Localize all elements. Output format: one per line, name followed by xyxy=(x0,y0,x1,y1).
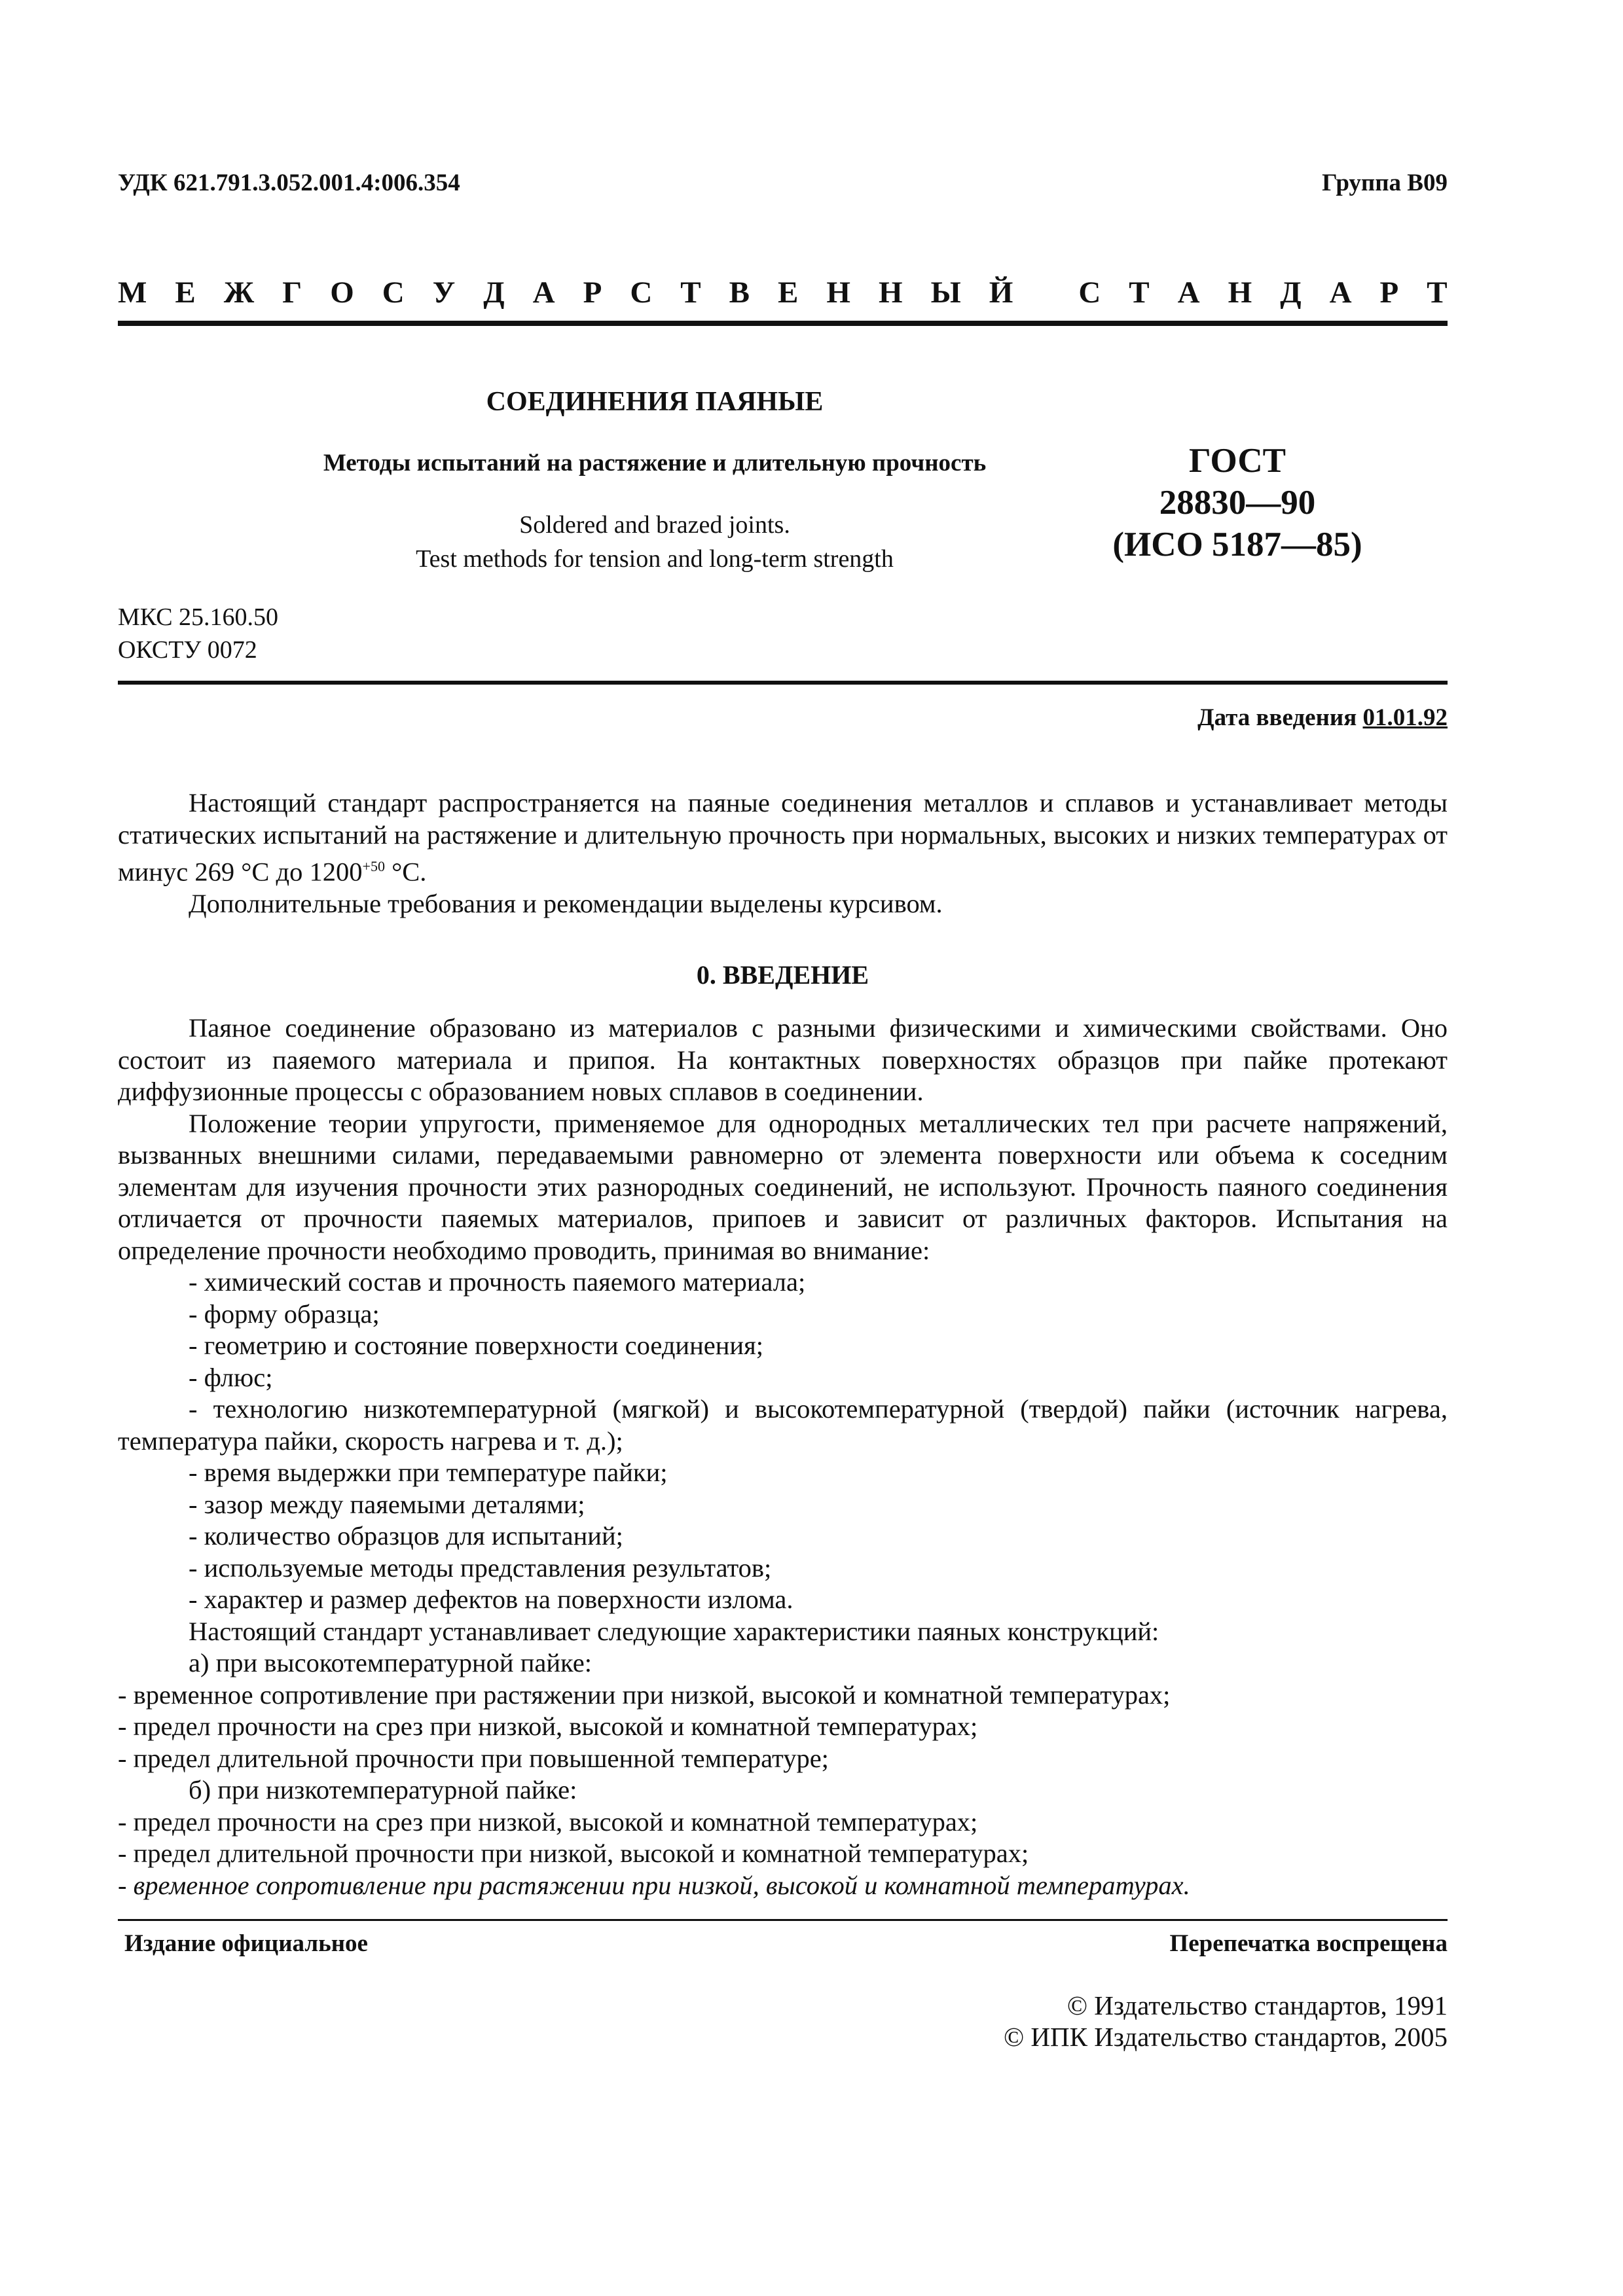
introduction-date xyxy=(1197,704,1448,732)
official-edition-label: Издание официальное xyxy=(124,1930,368,1957)
banner-letter: Р xyxy=(1379,276,1399,310)
list-item: - количество образцов для испытаний; xyxy=(189,1521,623,1551)
list-item: - технологию низкотемпературной (мягкой) и высокотемпературной (твердой) пайки (источник нагрева, температура пайки, скорость нагрева и т. д.); xyxy=(118,1394,1448,1456)
english-title-line: Soldered and brazed joints. xyxy=(519,511,790,539)
footer-rule xyxy=(118,1919,1448,1921)
document-subtitle: Методы испытаний на растяжение и длительную прочность xyxy=(323,450,987,476)
banner-letter: Й xyxy=(989,276,1013,310)
copyright-line: © ИПК Издательство стандартов, 2005 xyxy=(1003,2022,1448,2052)
banner-letter: В xyxy=(729,276,750,310)
list-item: - предел прочности на срез при низкой, высокой и комнатной температурах; xyxy=(118,1806,978,1837)
gost-designation xyxy=(1034,440,1440,565)
list-heading: а) при высокотемпературной пайке: xyxy=(189,1648,592,1677)
classifiers xyxy=(118,601,278,666)
list-item: - геометрию и состояние поверхности соединения; xyxy=(189,1331,763,1360)
list-item: - зазор между паяемыми деталями; xyxy=(189,1489,585,1519)
scope-paragraph: Дополнительные требования и рекомендации выделены курсивом. xyxy=(189,889,943,918)
paragraph: Паяное соединение образовано из материалов с разными физическими и химическими свойствами. Оно состоит из паяемого материала и припоя. На контактных поверхностях образцов при пайке протекают диффузионные процессы с образованием новых сплавов в соединении. xyxy=(118,1013,1448,1106)
banner-letter: А xyxy=(1329,276,1352,310)
banner-letter: Ж xyxy=(223,276,255,310)
header-rule xyxy=(118,681,1448,685)
list-item: - предел длительной прочности при низкой, высокой и комнатной температурах; xyxy=(118,1839,1029,1868)
section-title: 0. ВВЕДЕНИЕ xyxy=(696,960,869,990)
english-title-line: Test methods for tension and long-term strength xyxy=(416,545,894,573)
banner-letter: О xyxy=(330,276,354,310)
copyright-block xyxy=(1004,1990,1448,2053)
list-item: - характер и размер дефектов на поверхности излома. xyxy=(189,1585,793,1614)
banner-letter: Н xyxy=(826,276,850,310)
scope-text-end: °С. xyxy=(384,857,427,887)
okstu-code: ОКСТУ 0072 xyxy=(118,636,257,664)
banner-letter: Н xyxy=(1228,276,1252,310)
document-title: СОЕДИНЕНИЯ ПАЯНЫЕ xyxy=(486,387,824,417)
iso-number: (ИСО 5187—85) xyxy=(1112,526,1362,564)
gost-line: ГОСТ xyxy=(1189,442,1286,480)
banner-letter: А xyxy=(532,276,555,310)
list-item: - используемые методы представления результатов; xyxy=(189,1552,772,1583)
reprint-prohibited-label: Перепечатка воспрещена xyxy=(1169,1930,1448,1957)
list-item-italic: - временное сопротивление при растяжении при низкой, высокой и комнатной температурах. xyxy=(118,1870,1190,1900)
banner-letter: Р xyxy=(583,276,602,310)
scope-paragraph xyxy=(118,787,1448,888)
interstate-standard-banner xyxy=(118,275,1448,310)
banner-letter: С xyxy=(382,276,405,310)
list-item: - временное сопротивление при растяжении при низкой, высокой и комнатной температурах; xyxy=(118,1679,1171,1710)
banner-letter: Е xyxy=(175,276,196,310)
list-item: - флюс; xyxy=(189,1362,273,1392)
banner-letter: С xyxy=(630,276,653,310)
banner-letter: Н xyxy=(878,276,903,310)
udk-code: УДК 621.791.3.052.001.4:006.354 xyxy=(118,170,460,196)
paragraph: Положение теории упругости, применяемое для однородных металлических тел при расчете напряжений, вызванных внешними силами, передаваемыми равномерно от элемента поверхности или объема к соседним элементам для изучения прочности этих разнородных соединений, не используют. Прочность паяного соединения отличается от прочности паяемых материалов, припоев и зависит от различных факторов. Испытания на определение прочности необходимо проводить, принимая во внимание: xyxy=(118,1108,1448,1265)
banner-letter: Т xyxy=(1129,276,1150,310)
introduction-section xyxy=(118,1013,1448,1901)
banner-letter: Т xyxy=(1427,276,1448,310)
banner-letter: Г xyxy=(282,276,302,310)
scope-section xyxy=(118,787,1448,920)
banner-letter: Т xyxy=(680,276,701,310)
tolerance-superscript: +50 xyxy=(362,858,385,874)
group-code: Группа В09 xyxy=(1322,170,1448,196)
mks-code: МКС 25.160.50 xyxy=(118,603,279,631)
scope-text: Настоящий стандарт распространяется на паяные соединения металлов и сплавов и устанавливает методы статических испытаний на растяжение и длительную прочность при нормальных, высоких и низких температурах от минус 269 °С до 1200 xyxy=(118,788,1448,887)
banner-letter: У xyxy=(432,276,456,310)
banner-letter: М xyxy=(118,276,147,310)
english-title xyxy=(118,508,1192,576)
banner-letter: Д xyxy=(483,276,505,310)
intro-date-value: 01.01.92 xyxy=(1362,704,1448,731)
banner-letter: Д xyxy=(1280,276,1302,310)
list-item: - предел прочности на срез при низкой, высокой и комнатной температурах; xyxy=(118,1712,978,1741)
paragraph: Настоящий стандарт устанавливает следующие характеристики паяных конструкций: xyxy=(189,1616,1159,1646)
banner-letter: Ы xyxy=(930,276,961,310)
banner-rule xyxy=(118,321,1448,326)
list-item: - предел длительной прочности при повышенной температуре; xyxy=(118,1743,829,1773)
banner-letter: Е xyxy=(778,276,799,310)
intro-date-label: Дата введения xyxy=(1197,704,1363,731)
list-item: - время выдержки при температуре пайки; xyxy=(189,1458,668,1487)
list-heading: б) при низкотемпературной пайке: xyxy=(189,1775,577,1804)
banner-letter: А xyxy=(1177,276,1200,310)
banner-letter: С xyxy=(1078,276,1101,310)
gost-number: 28830—90 xyxy=(1159,484,1316,522)
copyright-line: © Издательство стандартов, 1991 xyxy=(1067,1990,1448,2020)
list-item: - форму образца; xyxy=(189,1299,380,1329)
list-item: - химический состав и прочность паяемого материала; xyxy=(189,1267,806,1297)
